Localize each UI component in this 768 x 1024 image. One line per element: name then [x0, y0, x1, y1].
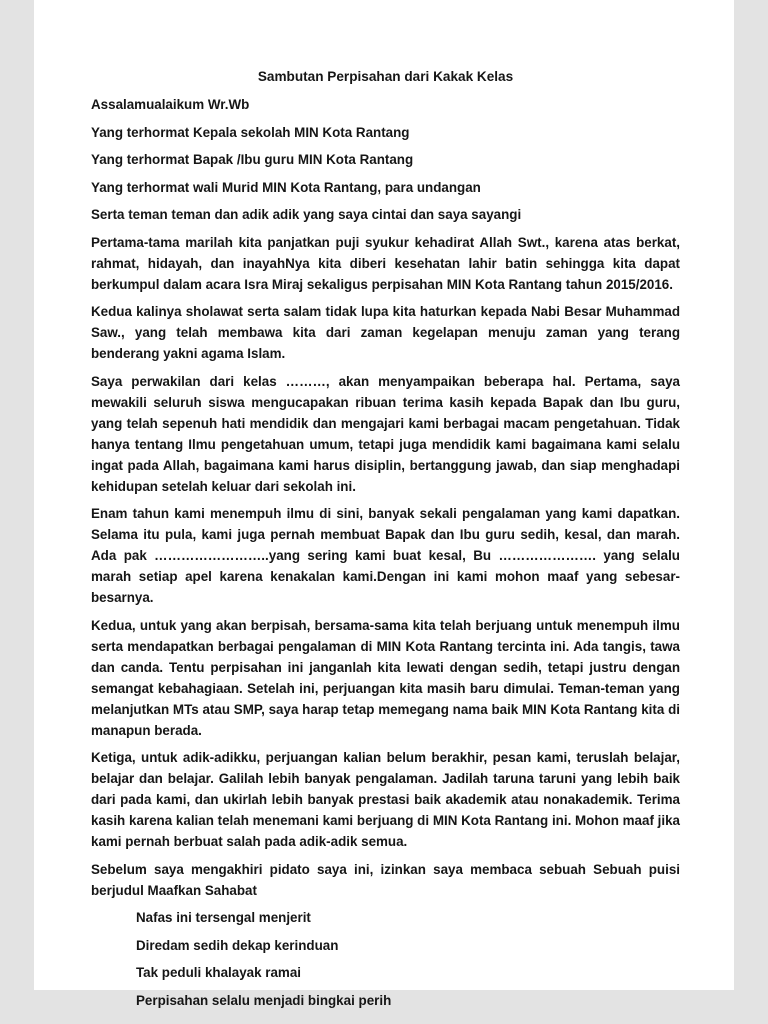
- body-paragraph-2: Kedua kalinya sholawat serta salam tidak lupa kita haturkan kepada Nabi Besar Muhammad Saw., yang telah membawa kita dari zaman kegelapan menuju zaman yang terang benderang yakni agama Islam.: [91, 304, 680, 361]
- poem-title: Maafkan Sahabat: [147, 882, 257, 898]
- greeting-line: Assalamualaikum Wr.Wb: [91, 97, 250, 112]
- body-paragraph-5: Kedua, untuk yang akan berpisah, bersama-sama kita telah berjuang untuk menempuh ilmu serta mendapatkan berbagai pengalaman di MIN Kota Rantang tercinta ini. Ada tangis, tawa dan canda. Tentu perpisahan ini janganlah kita lewati dengan sedih, tetapi justru dengan semangat kebahagiaan. Setelah ini, perjuangan kita masih baru dimulai. Teman-teman yang melanjutkan MTs atau SMP, saya harap tetap memegang nama baik MIN Kota Rantang kita di manapun berada.: [91, 617, 680, 738]
- body-paragraph-4: Enam tahun kami menempuh ilmu di sini, banyak sekali pengalaman yang kami dapatkan. Selama itu pula, kami juga pernah membuat Bapak dan Ibu guru sedih, kesal, dan marah. Ada pak ……………………..yang sering kami buat kesal, Bu …………………. yang selalu marah setiap apel karena kenakalan kami.Dengan ini kami mohon maaf yang sebesar-besarnya.: [91, 506, 680, 605]
- poem-line-2: Diredam sedih dekap kerinduan: [136, 937, 339, 953]
- salutation-line-guardians: Yang terhormat wali Murid MIN Kota Rantang, para undangan: [91, 179, 481, 195]
- poem-line-4: Perpisahan selalu menjadi bingkai perih: [136, 992, 392, 1008]
- salutation-line-friends: Serta teman teman dan adik adik yang saya cintai dan saya sayangi: [91, 207, 522, 222]
- salutation-line-teachers: Yang terhormat Bapak /Ibu guru MIN Kota Rantang: [91, 152, 414, 167]
- body-paragraph-1: Pertama-tama marilah kita panjatkan puji syukur kehadirat Allah Swt., karena atas berkat, rahmat, hidayah, dan inayahNya kita diberi kesehatan lahir batin sehingga kita dapat berkumpul dalam acara Isra Miraj sekaligus perpisahan MIN Kota Rantang tahun 2015/2016.: [91, 234, 680, 292]
- poem-line-1: Nafas ini tersengal menjerit: [136, 910, 311, 925]
- document-page: [34, 0, 734, 1008]
- closing-intro-text: Sebelum saya mengakhiri pidato saya ini, izinkan saya membaca sebuah Sebuah puisi berjudul: [91, 861, 680, 898]
- poem-line-3: Tak peduli khalayak ramai: [136, 965, 301, 980]
- closing-paragraph: [91, 859, 680, 901]
- salutation-line-headmaster: Yang terhormat Kepala sekolah MIN Kota Rantang: [91, 124, 410, 140]
- document-title: Sambutan Perpisahan dari Kakak Kelas: [257, 69, 514, 84]
- body-paragraph-6: Ketiga, untuk adik-adikku, perjuangan kalian belum berakhir, pesan kami, teruslah belajar, belajar dan belajar. Galilah lebih banyak pengalaman. Jadilah taruna taruni yang lebih baik dari pada kami, dan ukirlah lebih banyak prestasi baik akademik atau nonakademik. Terima kasih karena kalian telah menemani kami berjuang di MIN Kota Rantang ini. Mohon maaf jika kami pernah berbuat salah pada adik-adik semua.: [91, 750, 680, 849]
- body-paragraph-3: Saya perwakilan dari kelas ………, akan menyampaikan beberapa hal. Pertama, saya mewakili seluruh siswa mengucapakan ribuan terima kasih kepada Bapak dan Ibu guru, yang telah sepenuh hati mendidik dan mengajari kami berbagai macam pengetahuan. Tidak hanya tentang Ilmu pengetahuan umum, tetapi juga mendidik kami bagaimana kami selalu ingat pada Allah, bagaimana kami harus disiplin, bertanggung jawab, dan siap menghadapi kehidupan setelah keluar dari sekolah ini.: [91, 373, 680, 494]
